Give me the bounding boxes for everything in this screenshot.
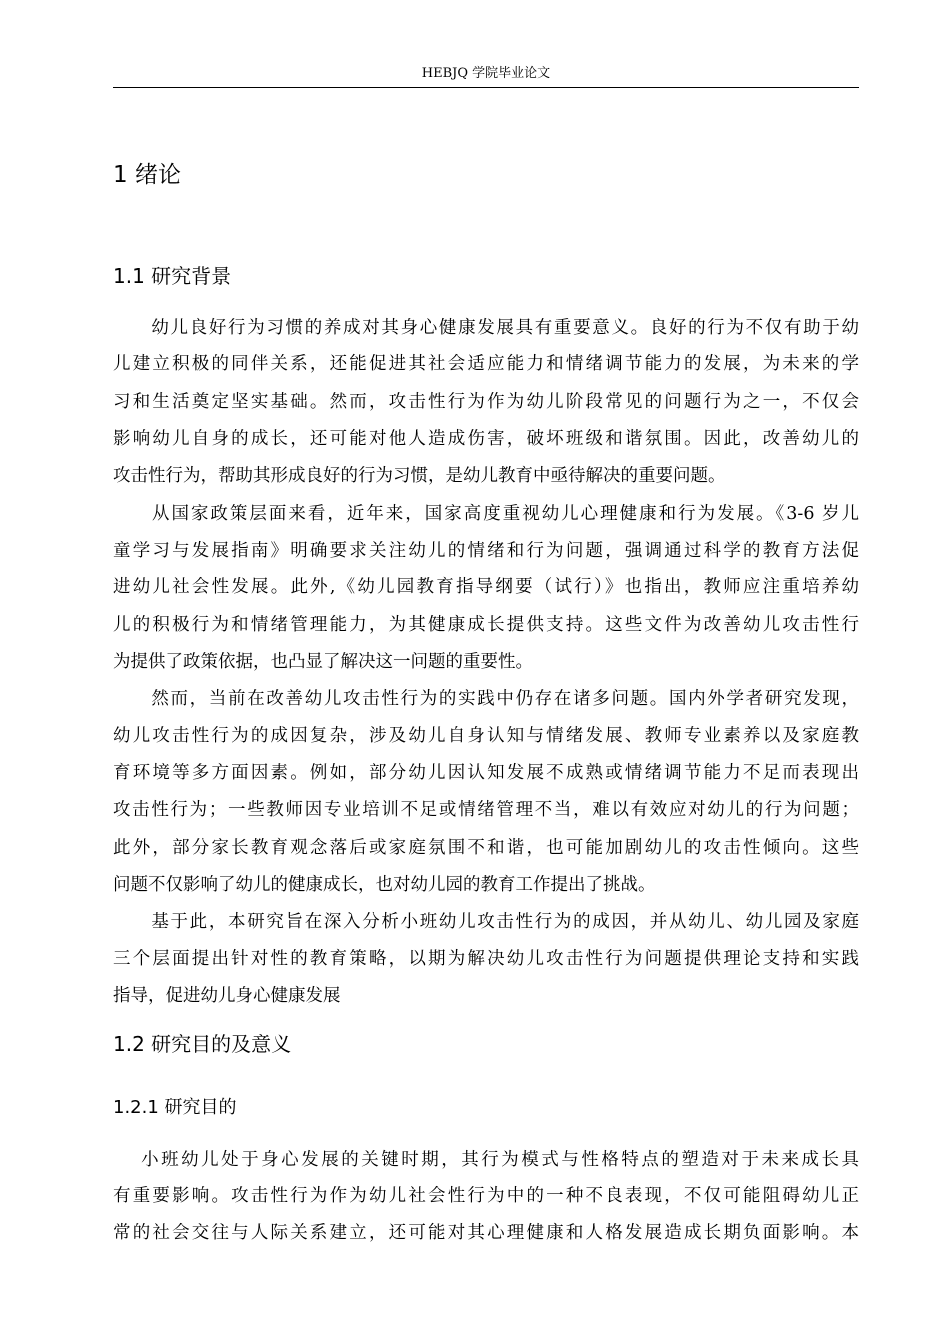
paragraph-line: 基于此，本研究旨在深入分析小班幼儿攻击性行为的成因，并从幼儿、幼儿园及家庭 xyxy=(113,912,859,932)
paragraph-line: 攻击性行为，帮助其形成良好的行为习惯，是幼儿教育中亟待解决的重要问题。 xyxy=(113,466,726,486)
running-header: HEBJQ 学院毕业论文 xyxy=(421,66,551,81)
paragraph-line: 影响幼儿自身的成长，还可能对他人造成伤害，破坏班级和谐氛围。因此，改善幼儿的 xyxy=(113,429,859,449)
paragraph-line: 童学习与发展指南》明确要求关注幼儿的情绪和行为问题，强调通过科学的教育方法促 xyxy=(113,541,859,561)
paragraph-line: 有重要影响。攻击性行为作为幼儿社会性行为中的一种不良表现，不仅可能阻碍幼儿正 xyxy=(113,1186,859,1206)
chapter-title: 1 绪论 xyxy=(113,162,181,188)
paragraph-line: 攻击性行为；一些教师因专业培训不足或情绪管理不当，难以有效应对幼儿的行为问题； xyxy=(113,800,859,820)
paragraph-line: 从国家政策层面来看，近年来，国家高度重视幼儿心理健康和行为发展。《3-6 岁儿 xyxy=(113,504,859,524)
paragraph-line: 儿的积极行为和情绪管理能力，为其健康成长提供支持。这些文件为改善幼儿攻击性行 xyxy=(113,615,859,635)
paragraph-line: 问题不仅影响了幼儿的健康成长，也对幼儿园的教育工作提出了挑战。 xyxy=(113,875,656,895)
paragraph-line: 进幼儿社会性发展。此外,《幼儿园教育指导纲要（试行）》也指出，教师应注重培养幼 xyxy=(113,577,859,597)
section-title-1-2-1: 1.2.1 研究目的 xyxy=(113,1097,237,1118)
paragraph-line: 小班幼儿处于身心发展的关键时期，其行为模式与性格特点的塑造对于未来成长具 xyxy=(113,1150,859,1170)
paragraph-line: 幼儿良好行为习惯的养成对其身心健康发展具有重要意义。良好的行为不仅有助于幼 xyxy=(113,318,859,338)
paragraph-line: 育环境等多方面因素。例如，部分幼儿因认知发展不成熟或情绪调节能力不足而表现出 xyxy=(113,763,859,783)
paragraph-line: 常的社会交往与人际关系建立，还可能对其心理健康和人格发展造成长期负面影响。本 xyxy=(113,1223,859,1243)
paragraph-line: 此外，部分家长教育观念落后或家庭氛围不和谐，也可能加剧幼儿的攻击性倾向。这些 xyxy=(113,838,859,858)
paragraph-line: 指导，促进幼儿身心健康发展 xyxy=(113,986,341,1006)
paragraph-line: 然而，当前在改善幼儿攻击性行为的实践中仍存在诸多问题。国内外学者研究发现， xyxy=(113,689,859,709)
paragraph-line: 儿建立积极的同伴关系，还能促进其社会适应能力和情绪调节能力的发展，为未来的学 xyxy=(113,354,859,374)
header-rule xyxy=(113,87,859,88)
paragraph-line: 习和生活奠定坚实基础。然而，攻击性行为作为幼儿阶段常见的问题行为之一，不仅会 xyxy=(113,392,859,412)
paragraph-line: 幼儿攻击性行为的成因复杂，涉及幼儿自身认知与情绪发展、教师专业素养以及家庭教 xyxy=(113,726,859,746)
section-title-1-1: 1.1 研究背景 xyxy=(113,264,232,288)
paragraph-line: 为提供了政策依据，也凸显了解决这一问题的重要性。 xyxy=(113,652,533,672)
section-title-1-2: 1.2 研究目的及意义 xyxy=(113,1032,292,1056)
paragraph-line: 三个层面提出针对性的教育策略，以期为解决幼儿攻击性行为问题提供理论支持和实践 xyxy=(113,949,859,969)
